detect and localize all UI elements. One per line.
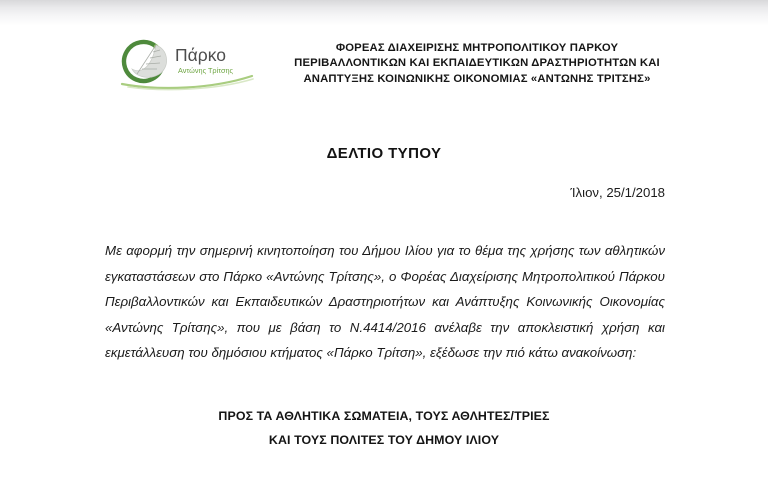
logo-wordmark: Πάρκο: [175, 45, 226, 65]
recipients-line-1: ΠΡΟΣ ΤΑ ΑΘΛΗΤΙΚΑ ΣΩΜΑΤΕΙΑ, ΤΟΥΣ ΑΘΛΗΤΕΣ/ΤΡΙΕΣ: [218, 409, 550, 423]
organization-title-line-3: ΑΝΑΠΤΥΞΗΣ ΚΟΙΝΩΝΙΚΗΣ ΟΙΚΟΝΟΜΙΑΣ «ΑΝΤΩΝΗΣ ΤΡΙΤΣΗΣ»: [303, 72, 651, 85]
page-title: ΔΕΛΤΙΟ ΤΥΠΟΥ: [326, 145, 442, 162]
body-paragraph-text: Με αφορμή την σημερινή κινητοποίηση του Δήμου Ιλίου για το θέμα της χρήσης των αθλητικών εγκαταστάσεων στο Πάρκο «Αντώνης Τρίτσης», ο Φορέας Διαχείρισης Μητροπολιτικού Πάρκου Περιβαλλοντικών και Εκπαιδευτικών Δραστηριοτήτων και Ανάπτυξης Κοινωνικής Οικονομίας «Αντώνης Τρίτσης», που με βάση το Ν.4414/2016 ανέλαβε την αποκλειστική χρήση και εκμετάλλευση του δημόσιου κτήματος «Πάρκο Τρίτση», εξέδωσε την πιό κάτω ανακοίνωση:: [105, 243, 665, 361]
organization-logo: [112, 33, 272, 95]
organization-title-line-2: ΠΕΡΙΒΑΛΛΟΝΤΙΚΩΝ ΚΑΙ ΕΚΠΑΙΔΕΥΤΙΚΩΝ ΔΡΑΣΤΗΡΙΟΤΗΤΩΝ ΚΑΙ: [294, 57, 660, 70]
logo-subwordmark: Αντώνης Τρίτσης: [178, 66, 234, 75]
organization-title: [272, 33, 682, 87]
letterhead: [0, 33, 768, 95]
park-leaf-logo-icon: [112, 33, 260, 91]
body-paragraph: [105, 238, 665, 366]
recipients-heading: [0, 404, 768, 452]
organization-title-line-1: ΦΟΡΕΑΣ ΔΙΑΧΕΙΡΙΣΗΣ ΜΗΤΡΟΠΟΛΙΤΙΚΟΥ ΠΑΡΚΟΥ: [335, 42, 619, 54]
dateline: Ίλιον, 25/1/2018: [570, 185, 665, 200]
recipients-line-2: ΚΑΙ ΤΟΥΣ ΠΟΛΙΤΕΣ ΤΟΥ ΔΗΜΟΥ ΙΛΙΟΥ: [268, 433, 500, 447]
